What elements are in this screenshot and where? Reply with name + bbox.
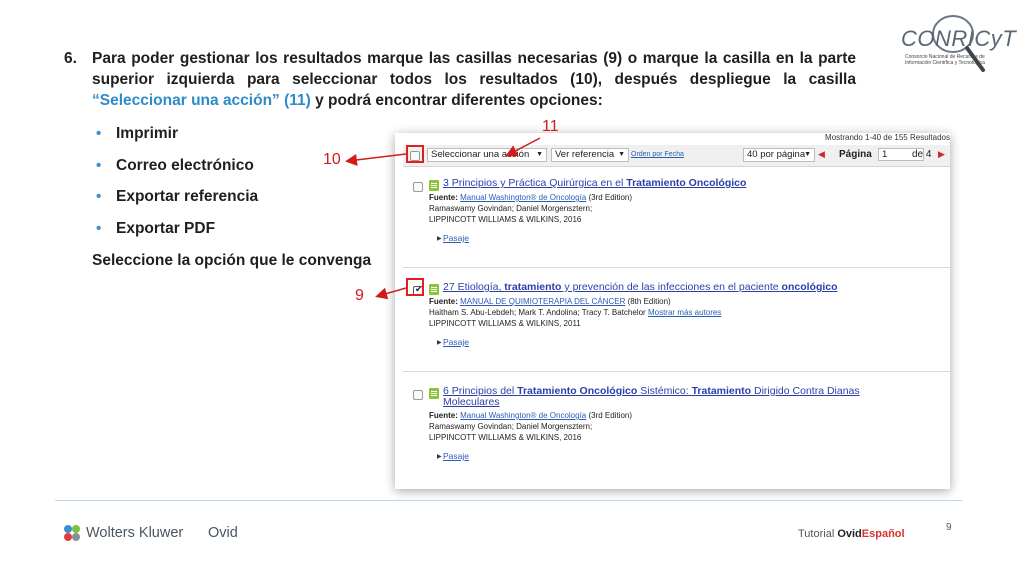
tutorial-espanol: Español — [861, 528, 905, 540]
footer-product: Ovid — [208, 525, 238, 541]
source-link[interactable]: Manual Washington® de Oncología — [460, 193, 587, 202]
source-label: Fuente: — [429, 411, 458, 420]
page-number: 9 — [946, 522, 952, 533]
result-publisher: LIPPINCOTT WILLIAMS & WILKINS, 2016 — [429, 433, 582, 442]
result-publisher: LIPPINCOTT WILLIAMS & WILKINS, 2011 — [429, 319, 581, 328]
next-page-icon[interactable]: ▶ — [938, 149, 945, 159]
arrow-9 — [378, 288, 406, 296]
page-label: Página — [839, 149, 872, 160]
footer-brand: Wolters Kluwer — [86, 525, 184, 541]
option-label: Correo electrónico — [116, 156, 254, 174]
title-part: tratamiento — [504, 281, 562, 293]
title-part: Tratamiento Oncológico — [626, 177, 747, 189]
annotation-label-11: 11 — [542, 118, 559, 135]
title-part: 3 Principios y Práctica Quirúrgica en el — [443, 177, 627, 189]
title-part: Tratamiento Oncológico — [517, 385, 638, 397]
authors-text: Haitham S. Abu-Lebdeh; Mark T. Andolina; Tracy T. Batchelor — [429, 308, 646, 317]
page-total: de 4 — [912, 149, 932, 160]
footer-tutorial — [798, 528, 905, 540]
title-part: 27 Etiología, — [443, 281, 505, 293]
wolters-kluwer-logo-icon — [62, 523, 82, 543]
title-part: 6 Principios del — [443, 385, 518, 397]
title-part: Sistémico: — [637, 385, 692, 397]
source-edition: (3rd Edition) — [586, 193, 633, 202]
arrow-10 — [348, 154, 406, 161]
result-publisher: LIPPINCOTT WILLIAMS & WILKINS, 2016 — [429, 215, 582, 224]
source-label: Fuente: — [429, 193, 458, 202]
option-label: Imprimir — [116, 125, 179, 142]
footer-divider — [55, 500, 962, 501]
title-part: oncológico — [781, 281, 838, 293]
conricyt-wordmark: CONRICyT — [901, 26, 1017, 51]
closing-text: Seleccione la opción que le convenga — [92, 252, 372, 269]
chevron-down-icon: ▼ — [618, 151, 625, 158]
result-authors: Ramaswamy Govindan; Daniel Morgensztern; — [429, 204, 593, 213]
results-count: Mostrando 1-40 de 155 Resultados — [825, 133, 950, 142]
title-part: Dirigido Contra Dianas Moleculares — [443, 385, 860, 408]
chevron-down-icon: ▼ — [804, 151, 811, 158]
expand-arrow-icon: ▶ — [437, 236, 442, 242]
result-authors: Ramaswamy Govindan; Daniel Morgensztern; — [429, 422, 593, 431]
annotation-label-9: 9 — [355, 287, 364, 304]
option-label: Exportar PDF — [116, 219, 216, 237]
tutorial-prefix: Tutorial — [798, 528, 838, 540]
pasaje-link[interactable]: Pasaje — [443, 337, 469, 347]
source-edition: (3rd Edition) — [586, 411, 633, 420]
pasaje-link[interactable]: Pasaje — [443, 451, 469, 461]
bullet-icon: • — [96, 125, 102, 142]
expand-arrow-icon: ▶ — [437, 454, 442, 460]
annotation-label-10: 10 — [323, 151, 341, 168]
source-link[interactable]: Manual Washington® de Oncología — [460, 411, 587, 420]
prev-page-icon[interactable]: ◀ — [818, 149, 825, 159]
instruction-text-after: y podrá encontrar diferentes opciones: — [310, 92, 603, 109]
action-select-value: Seleccionar una acción — [431, 149, 530, 160]
arrow-11 — [508, 138, 540, 155]
bullet-icon: • — [96, 156, 102, 174]
bullet-icon: • — [96, 219, 102, 237]
chevron-down-icon: ▼ — [536, 151, 543, 158]
pasaje-link[interactable]: Pasaje — [443, 233, 469, 243]
bullet-icon: • — [96, 188, 102, 205]
view-select-value: Ver referencia — [555, 149, 615, 160]
title-part: y prevención de las infecciones en el paciente — [561, 281, 782, 293]
title-part: Tratamiento — [691, 385, 752, 397]
source-edition: (8th Edition) — [625, 297, 671, 306]
source-label: Fuente: — [429, 297, 458, 306]
page-input[interactable]: 1 — [878, 148, 924, 161]
per-page-value: 40 por página — [747, 149, 806, 160]
sort-by-date-link[interactable]: Orden por Fecha — [631, 151, 684, 158]
instruction-highlight: “Seleccionar una acción” (11) — [92, 92, 311, 109]
show-more-authors-link[interactable]: Mostrar más autores — [647, 308, 722, 317]
source-link[interactable]: MANUAL DE QUIMIOTERAPIA DEL CÁNCER — [460, 297, 626, 306]
option-label: Exportar referencia — [116, 188, 259, 205]
tutorial-ovid: Ovid — [837, 528, 862, 540]
expand-arrow-icon: ▶ — [437, 340, 442, 346]
conricyt-subtitle: Consorcio Nacional de Recursos de Información Científica y Tecnológica — [905, 54, 985, 66]
step-number: 6. — [64, 50, 77, 67]
instruction-text-before: Para poder gestionar los resultados marque las casillas necesarias (9) o marque la casilla en la parte superior izquierda para seleccionar todos los resultados (10), después despliegue la casilla — [92, 50, 856, 88]
